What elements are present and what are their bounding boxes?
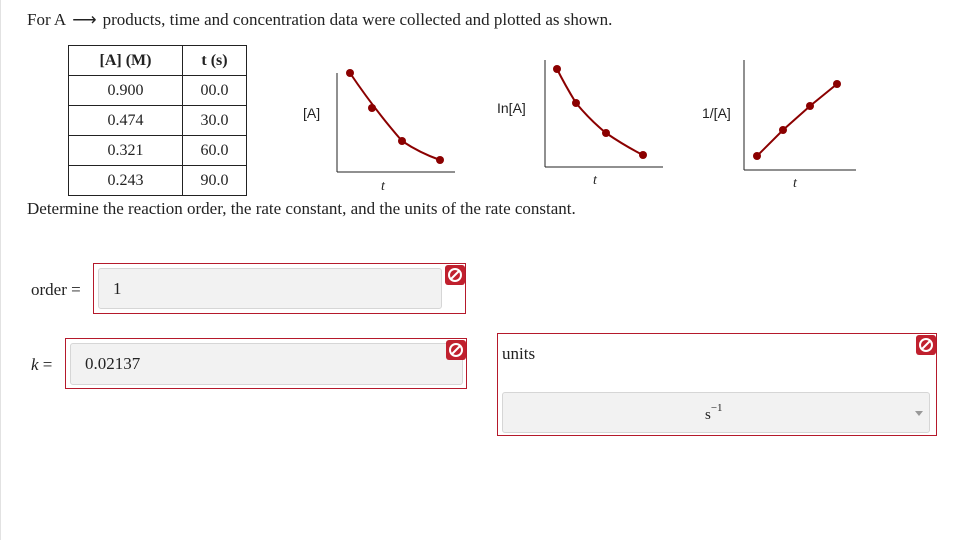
- plots-figure: [0, 0, 962, 200]
- units-base: s: [705, 407, 711, 423]
- table-cell: 0.243: [69, 166, 183, 196]
- plot1-point: [398, 137, 406, 145]
- order-input[interactable]: 1: [98, 268, 442, 309]
- plot1-curve: [350, 73, 440, 160]
- prompt-lead: For A: [27, 10, 67, 29]
- prohibited-icon: [445, 265, 465, 285]
- plot1-point: [368, 104, 376, 112]
- plot2-x-label: t: [593, 173, 597, 188]
- plot2-point: [639, 151, 647, 159]
- table-cell: 00.0: [183, 76, 247, 106]
- plot1-point: [346, 69, 354, 77]
- question-text: Determine the reaction order, the rate constant, and the units of the rate constant.: [27, 199, 576, 218]
- plot3-point: [753, 152, 761, 160]
- units-select[interactable]: [502, 392, 930, 433]
- plot1-x-label: t: [381, 179, 385, 194]
- k-input[interactable]: 0.02137: [70, 343, 463, 385]
- prohibited-icon: [916, 335, 936, 355]
- plot2-point: [602, 129, 610, 137]
- order-label: order =: [31, 280, 81, 299]
- plot-ln-concentration-vs-time: [497, 60, 663, 188]
- plot3-point: [806, 102, 814, 110]
- prohibited-icon: [446, 340, 466, 360]
- units-selected-value: [705, 404, 723, 424]
- plot-concentration-vs-time: [303, 69, 455, 194]
- caret-down-icon: [915, 411, 923, 416]
- plot2-point: [553, 65, 561, 73]
- reaction-arrow: ⟶: [72, 10, 97, 29]
- k-symbol: k: [31, 355, 39, 374]
- prompt-rest: products, time and concentration data were collected and plotted as shown.: [102, 10, 613, 29]
- plot3-x-label: t: [793, 176, 797, 191]
- plot-reciprocal-concentration-vs-time: [702, 60, 856, 191]
- column-header-concentration: [A] (M): [69, 46, 183, 76]
- k-equals: =: [42, 355, 53, 374]
- plot2-y-label: In[A]: [497, 100, 526, 116]
- units-label: units: [502, 344, 536, 363]
- plot3-point: [779, 126, 787, 134]
- table-cell: 0.900: [69, 76, 183, 106]
- k-field-container: [65, 338, 467, 389]
- plot3-point: [833, 80, 841, 88]
- table-cell: 60.0: [183, 136, 247, 166]
- k-label: [31, 355, 52, 375]
- plot2-curve: [557, 69, 643, 155]
- table-cell: 0.474: [69, 106, 183, 136]
- order-field-container: [93, 263, 466, 314]
- plot1-point: [436, 156, 444, 164]
- plot2-point: [572, 99, 580, 107]
- units-exponent: −1: [710, 402, 723, 414]
- units-field-container: [497, 333, 937, 436]
- plot1-y-label: [A]: [303, 105, 321, 121]
- table-cell: 0.321: [69, 136, 183, 166]
- table-cell: 90.0: [183, 166, 247, 196]
- table-cell: 30.0: [183, 106, 247, 136]
- plot3-y-label: 1/[A]: [702, 105, 731, 121]
- column-header-time: t (s): [183, 46, 247, 76]
- plot3-line: [757, 84, 837, 156]
